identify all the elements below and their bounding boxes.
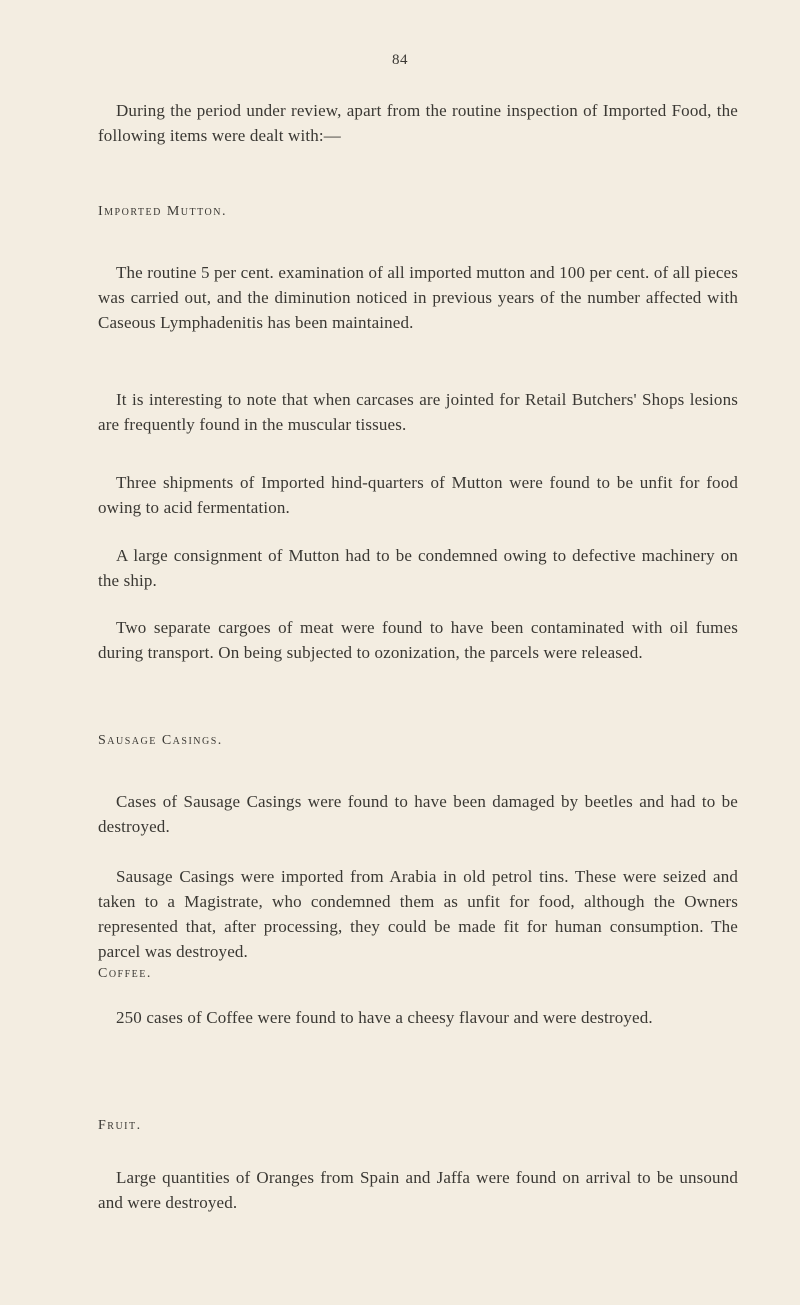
mutton-paragraph-4: A large consignment of Mutton had to be condemned owing to defective machinery on the ship. — [98, 546, 738, 590]
sausage-paragraph-2: Sausage Casings were imported from Arabia in old petrol tins. These were seized and taken to a Magistrate, who condemned them as unfit for food, although the Owners represented that, after processing, they could be made fit for human consumption. The parcel was destroyed. — [98, 867, 738, 961]
sausage-paragraph-1: Cases of Sausage Casings were found to have been damaged by beetles and had to be destroyed. — [98, 792, 738, 836]
heading-imported-mutton: Imported Mutton. — [98, 204, 227, 219]
heading-fruit: Fruit. — [98, 1118, 142, 1133]
heading-sausage-casings: Sausage Casings. — [98, 733, 223, 748]
mutton-paragraph-3: Three shipments of Imported hind-quarters of Mutton were found to be unfit for food owing to acid fermentation. — [98, 473, 738, 517]
mutton-paragraph-2: It is interesting to note that when carcases are jointed for Retail Butchers' Shops lesions are frequently found in the muscular tissues. — [98, 390, 738, 434]
mutton-paragraph-5: Two separate cargoes of meat were found to have been contaminated with oil fumes during transport. On being subjected to ozonization, the parcels were released. — [98, 618, 738, 662]
fruit-paragraph-1: Large quantities of Oranges from Spain and Jaffa were found on arrival to be unsound and were destroyed. — [98, 1168, 738, 1212]
coffee-paragraph-1: 250 cases of Coffee were found to have a cheesy flavour and were destroyed. — [116, 1008, 653, 1027]
page-number: 84 — [392, 52, 408, 68]
mutton-paragraph-1: The routine 5 per cent. examination of all imported mutton and 100 per cent. of all pieces was carried out, and the diminution noticed in previous years of the number affected with Caseous Lymphadenitis has been maintained. — [98, 263, 738, 332]
heading-coffee: Coffee. — [98, 966, 152, 981]
intro-paragraph: During the period under review, apart from the routine inspection of Imported Food, the following items were dealt with:— — [98, 101, 738, 145]
